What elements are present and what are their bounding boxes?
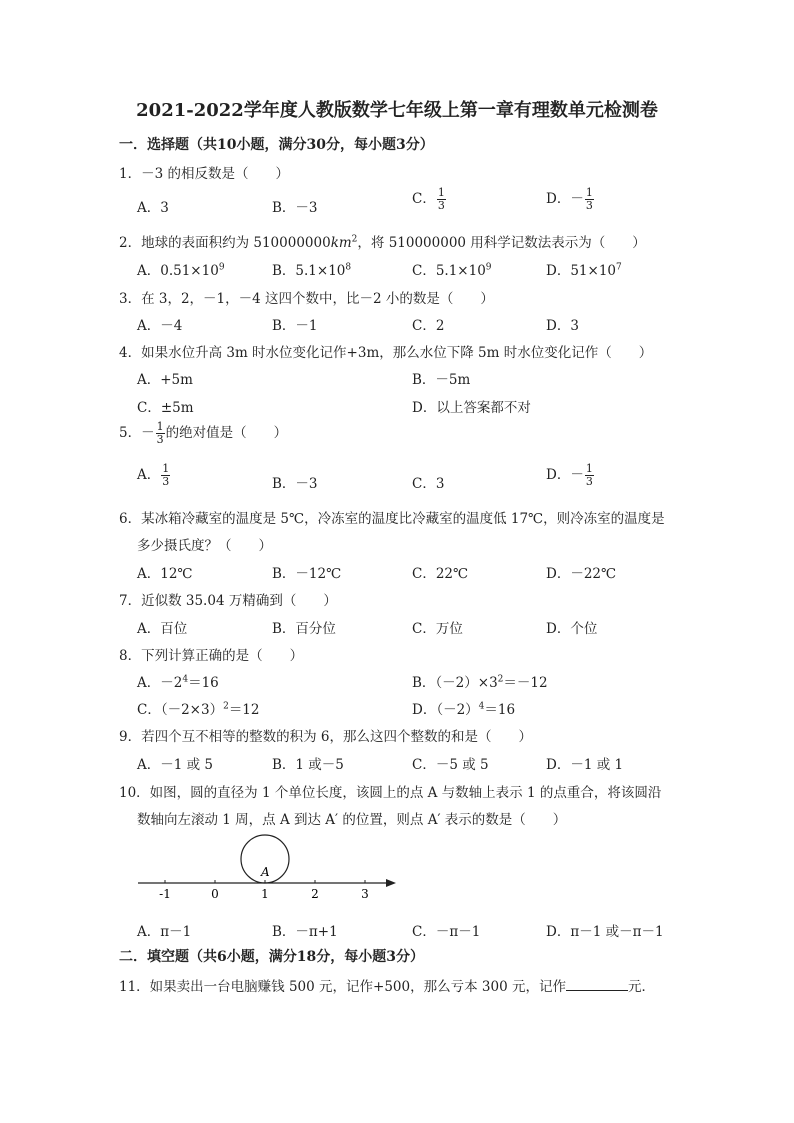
q5-option-d-label: D．－ [546,467,584,483]
page-title: 2021-2022学年度人教版数学七年级上第一章有理数单元检测卷 [136,100,658,121]
q5-option-a-label: A． [137,467,161,483]
question-9-stem: 9．若四个互不相等的整数的积为 6，那么这四个整数的和是（ ） [119,729,532,745]
q5-option-b: B．－3 [272,476,318,492]
q3-option-b: B．－1 [272,318,318,334]
question-3-stem: 3．在 3，2，－1，－4 这四个数中，比－2 小的数是（ ） [119,291,494,307]
denominator: 3 [585,199,593,212]
q7-option-d: D．个位 [546,621,598,637]
fraction [437,187,446,212]
fraction [585,463,594,488]
q3-option-d: D．3 [546,318,579,334]
axis-tick-label: 2 [311,887,319,901]
question-1-stem: 1．－3 的相反数是（ ） [119,166,289,182]
q8-option-d-text: D．（－2） [412,702,479,718]
q8-option-b-rest: ＝－12 [503,675,548,691]
axis-arrow-icon [386,879,396,887]
numerator: 1 [162,462,170,475]
question-5-stem [119,421,287,446]
numerator: 1 [437,186,445,199]
q5-option-c: C．3 [412,476,445,492]
number-line-figure [130,832,410,904]
q8-option-c-rest: ＝12 [228,702,260,718]
numerator: 1 [585,462,593,475]
question-11-stem [119,975,655,995]
q1-option-c-label: C． [412,191,436,207]
question-6-stem-line1: 6．某冰箱冷藏室的温度是 5℃，冷冻室的温度比冷藏室的温度低 17℃，则冷冻室的温度是 [119,511,665,527]
exponent: 2 [223,701,229,712]
q2-option-c [412,259,492,279]
question-8-stem: 8．下列计算正确的是（ ） [119,648,304,664]
denominator: 3 [437,199,445,212]
q8-option-c [137,698,260,718]
exponent: 2 [497,674,504,685]
q9-option-a: A．－1 或 5 [137,757,214,773]
point-a-label: A [261,865,270,879]
q8-option-a-text: A．－2 [137,675,183,691]
exponent: 9 [218,262,225,273]
q10-option-d: D．π－1 或－π－1 [546,924,664,940]
answer-blank[interactable] [566,978,628,991]
exponent: 8 [345,262,352,273]
q4-option-b: B．－5m [412,372,471,388]
q9-option-b: B．1 或－5 [272,757,344,773]
q8-option-d-rest: ＝16 [484,702,516,718]
fraction [585,187,594,212]
q2-option-c-text: C．5.1×10 [412,263,486,279]
denominator: 3 [585,475,593,488]
q2-unit: km [330,235,352,251]
q6-option-c: C．22℃ [412,566,469,582]
q2-option-d-text: D．51×10 [546,263,616,279]
q1-option-b: B．－3 [272,200,318,216]
question-6-stem-line2: 多少摄氏度？（ ） [137,538,272,554]
q8-option-a-rest: ＝16 [188,675,219,691]
q10-option-b: B．－π+1 [272,924,338,940]
q3-option-c: C．2 [412,318,445,334]
fraction [156,421,165,446]
q1-option-c [412,187,447,212]
axis-tick-label: 3 [361,887,369,901]
q8-option-b-text: B．（－2）×3 [412,675,498,691]
question-10-stem-line1: 10．如图，圆的直径为 1 个单位长度，该圆上的点 A 与数轴上表示 1 的点重合，将该圆沿 [119,785,662,801]
axis-tick-label: -1 [159,887,171,901]
fraction [161,463,170,488]
q5-stem-suffix: 的绝对值是（ ） [165,425,288,441]
q2-option-a [137,259,225,279]
q8-option-b [412,671,548,691]
q9-option-d: D．－1 或 1 [546,757,624,773]
denominator: 3 [156,433,164,446]
q11-stem-text: 11．如果卖出一台电脑赚钱 500 元，记作+500，那么亏本 300 元，记作 [119,979,566,995]
q1-option-d [546,187,595,212]
q8-option-c-text: C．（－2×3） [137,702,224,718]
q4-option-d: D．以上答案都不对 [412,400,531,416]
question-2-stem [119,231,646,251]
question-7-stem: 7．近似数 35.04 万精确到（ ） [119,593,337,609]
q6-option-d: D．－22℃ [546,566,617,582]
q1-option-a: A．3 [137,200,169,216]
q8-option-a [137,671,219,691]
q7-option-a: A．百位 [137,621,188,637]
exponent: 7 [616,262,622,273]
q3-option-a: A．－4 [137,318,183,334]
q9-option-c: C．－5 或 5 [412,757,489,773]
axis-tick-label: 1 [261,887,269,901]
q8-option-d [412,698,515,718]
q2-option-b-text: B．5.1×10 [272,263,346,279]
q2-option-d [546,259,622,279]
numerator: 1 [585,186,593,199]
question-10-stem-line2: 数轴向左滚动 1 周，点 A 到达 A′ 的位置，则点 A′ 表示的数是（ ） [137,812,567,828]
question-4-stem: 4．如果水位升高 3m 时水位变化记作+3m，那么水位下降 5m 时水位变化记作（ ） [119,345,653,361]
denominator: 3 [162,475,170,488]
section-heading-fill-in: 二．填空题（共6小题，满分18分，每小题3分） [119,949,424,965]
q6-option-b: B．－12℃ [272,566,342,582]
q7-option-b: B．百分位 [272,621,336,637]
q5-option-a [137,463,171,488]
q4-option-a: A．+5m [137,372,193,388]
q2-stem-text: 2．地球的表面积约为 510000000 [119,235,331,251]
q4-option-c: C．±5m [137,400,194,416]
q5-stem-prefix: 5．－ [119,425,155,441]
q5-option-d [546,463,595,488]
q1-option-d-label: D．－ [546,191,584,207]
q2-stem-text-2: ，将 510000000 用科学记数法表示为（ ） [357,235,646,251]
axis-tick-label: 0 [211,887,219,901]
q2-option-a-text: A．0.51×10 [137,263,219,279]
q11-stem-suffix: 元． [627,979,655,995]
q6-option-a: A．12℃ [137,566,193,582]
q2-unit-exponent: 2 [351,234,358,245]
exponent: 4 [182,674,189,685]
q10-option-c: C．－π－1 [412,924,481,940]
q7-option-c: C．万位 [412,621,463,637]
q10-option-a: A．π－1 [137,924,192,940]
numerator: 1 [156,420,164,433]
section-heading-choice: 一．选择题（共10小题，满分30分，每小题3分） [119,137,434,153]
exponent: 4 [478,701,485,712]
exponent: 9 [485,262,492,273]
q2-option-b [272,259,351,279]
